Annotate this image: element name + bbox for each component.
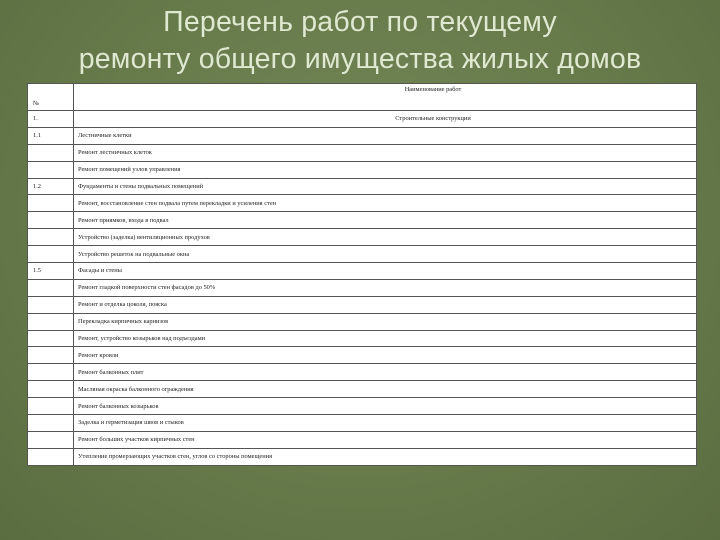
slide-title-line2: ремонту общего имущества жилых домов	[78, 43, 642, 75]
table-row	[28, 195, 697, 212]
row-num	[28, 398, 74, 415]
row-name: Ремонт лестничных клеток	[74, 144, 697, 161]
row-name: Фасады и стены	[74, 263, 697, 280]
row-name: Ремонт и отделка цоколя, пояска	[74, 296, 697, 313]
row-num	[28, 212, 74, 229]
row-num	[28, 431, 74, 448]
row-num	[28, 330, 74, 347]
slide-title	[0, 4, 720, 78]
table-row	[28, 263, 697, 280]
table-row	[28, 161, 697, 178]
table-row	[28, 246, 697, 263]
row-name: Ремонт приямков, входа в подвал	[74, 212, 697, 229]
table-row	[28, 111, 697, 128]
row-name: Ремонт гладкой поверхности стен фасадов до 50%	[74, 279, 697, 296]
row-name: Ремонт, восстановление стен подвала путем перекладки и усиления стен	[74, 195, 697, 212]
works-table-grid	[27, 83, 697, 466]
row-num	[28, 161, 74, 178]
row-name: Строительные конструкции	[74, 111, 697, 128]
row-num	[28, 448, 74, 465]
table-row	[28, 347, 697, 364]
works-table	[27, 83, 697, 466]
table-row	[28, 398, 697, 415]
row-num	[28, 313, 74, 330]
header-name: Наименование работ	[74, 84, 697, 111]
table-row	[28, 381, 697, 398]
table-row	[28, 330, 697, 347]
table-row	[28, 431, 697, 448]
row-name: Перекладка кирпичных карнизов	[74, 313, 697, 330]
slide-title-line1: Перечень работ по текущему	[163, 6, 557, 38]
row-num	[28, 364, 74, 381]
table-row	[28, 127, 697, 144]
row-name: Ремонт помещений узлов управления	[74, 161, 697, 178]
row-name: Масляная окраска балконного ограждения	[74, 381, 697, 398]
row-num	[28, 347, 74, 364]
row-num: 1.1	[28, 127, 74, 144]
table-row	[28, 296, 697, 313]
table-row	[28, 229, 697, 246]
row-name: Ремонт больших участков кирпичных стен	[74, 431, 697, 448]
row-name: Ремонт кровли	[74, 347, 697, 364]
table-row	[28, 415, 697, 432]
row-name: Устройство решеток на подвальные окна	[74, 246, 697, 263]
table-header-row	[28, 84, 697, 111]
row-num: 1.5	[28, 263, 74, 280]
row-num	[28, 195, 74, 212]
row-num: 1.	[28, 111, 74, 128]
header-num: №	[28, 84, 74, 111]
row-name: Утепление промерзающих участков стен, углов со стороны помещения	[74, 448, 697, 465]
table-row	[28, 279, 697, 296]
row-name: Заделка и герметизация швов и стыков	[74, 415, 697, 432]
row-num	[28, 381, 74, 398]
table-row	[28, 448, 697, 465]
row-num	[28, 296, 74, 313]
table-row	[28, 178, 697, 195]
table-row	[28, 212, 697, 229]
table-row	[28, 313, 697, 330]
table-row	[28, 144, 697, 161]
table-row	[28, 364, 697, 381]
row-name: Ремонт балконных козырьков	[74, 398, 697, 415]
row-num: 1.2	[28, 178, 74, 195]
row-num	[28, 229, 74, 246]
row-name: Ремонт балконных плит	[74, 364, 697, 381]
row-name: Устройство (заделка) вентиляционных продухов	[74, 229, 697, 246]
row-num	[28, 415, 74, 432]
row-num	[28, 279, 74, 296]
row-name: Фундаменты и стены подвальных помещений	[74, 178, 697, 195]
row-name: Лестничные клетки	[74, 127, 697, 144]
row-num	[28, 144, 74, 161]
row-name: Ремонт, устройство козырьков над подъездами	[74, 330, 697, 347]
row-num	[28, 246, 74, 263]
